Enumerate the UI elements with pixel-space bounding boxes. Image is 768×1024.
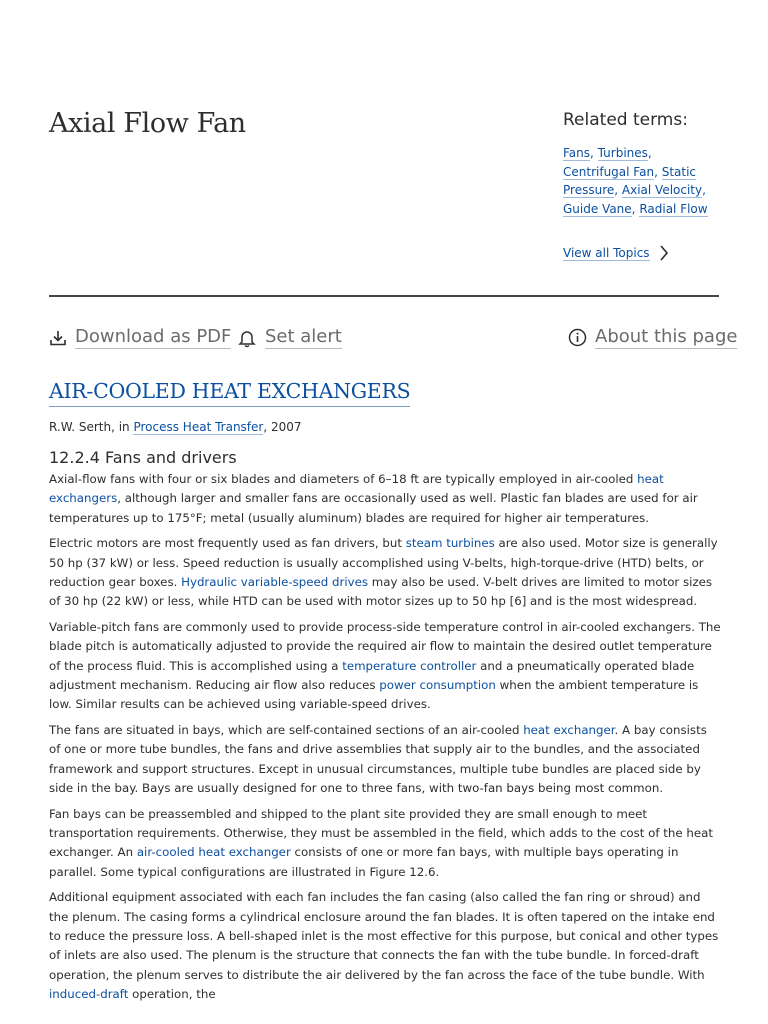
citation-year: , 2007 bbox=[263, 420, 302, 434]
set-alert-button[interactable] bbox=[237, 326, 342, 349]
related-term-link[interactable]: Fans bbox=[563, 146, 591, 160]
inline-term-link[interactable]: induced-draft bbox=[49, 987, 129, 1002]
related-term-link[interactable]: Guide Vane bbox=[563, 201, 632, 216]
inline-term-link[interactable]: Hydraulic variable-speed drives bbox=[181, 575, 369, 590]
chevron-right-icon bbox=[659, 245, 669, 261]
view-all-topics-link[interactable] bbox=[563, 245, 669, 261]
paragraph-text: may also be used. V-belt drives are limited to motor sizes of 30 hp (22 kW) or less, while HTD can be used with motor sizes up to 50 hp [6] and is the most widespread. bbox=[49, 575, 713, 609]
about-page-button[interactable] bbox=[568, 326, 737, 349]
paragraph-text: consists of one or more fan bays, with multiple bays operating in parallel. Some typical configurations are illustrated in Figure 12.6. bbox=[49, 845, 679, 879]
download-icon bbox=[49, 329, 67, 347]
paragraph-text: Axial-flow fans with four or six blades and diameters of 6–18 ft are typically employed in air-cooled bbox=[49, 472, 638, 486]
paragraph-text: Fan bays can be preassembled and shipped to the plant site provided they are small enough to meet transportation requirements. Otherwise, they must be assembled in the field, which adds to the cost of the heat exchanger. An bbox=[49, 806, 713, 860]
section-subheading: 12.2.4 Fans and drivers bbox=[49, 448, 237, 467]
bell-icon bbox=[237, 328, 257, 348]
paragraph-text: , although larger and smaller fans are occasionally used as well. Plastic fan blades are used for air temperatures up to 175°F; metal (usually aluminum) blades are required for higher air temperatures. bbox=[49, 491, 698, 525]
inline-term-link[interactable]: steam turbines bbox=[405, 536, 495, 551]
inline-term-link[interactable]: air-cooled heat exchanger bbox=[136, 845, 291, 860]
paragraph-text: are also used. Motor size is generally 50 hp (37 kW) or less. Speed reduction is usually accomplished using V-belts, high-torque-drive (HTD) belts, or reduction gear boxes. bbox=[49, 536, 718, 590]
related-term-link[interactable]: Axial Velocity bbox=[621, 183, 703, 198]
related-terms-list: Fans, Turbines, Centrifugal Fan, Static Pressure, Axial Velocity, Guide Vane, Radial Flow bbox=[563, 146, 708, 216]
inline-term-link[interactable]: power consumption bbox=[379, 678, 496, 693]
download-pdf-button[interactable] bbox=[49, 326, 231, 349]
paragraph-text: The fans are situated in bays, which are self-contained sections of an air-cooled bbox=[49, 722, 524, 737]
inline-term-link[interactable]: heat exchanger bbox=[523, 722, 615, 737]
info-icon bbox=[568, 328, 587, 347]
section-title-link[interactable]: AIR-COOLED HEAT EXCHANGERS bbox=[49, 376, 410, 407]
paragraph-text: Variable-pitch fans are commonly used to provide process-side temperature control in air-cooled exchangers. The blade pitch is automatically adjusted to provide the required air flow to maintain the desired outlet temperature of the process fluid. This is accomplished using a bbox=[49, 619, 721, 673]
about-page-label: About this page bbox=[595, 326, 738, 347]
paragraph-text: . A bay consists of one or more tube bundles, the fans and drive assemblies that supply air to the bundles, and the associated framework and support structures. Except in unusual circumstances, multiple tube bundles are placed side by side in the bay. Bays are usually designed for one to three fans, with two-fan bays being most common. bbox=[49, 722, 707, 796]
citation bbox=[49, 420, 302, 434]
body-paragraph bbox=[49, 470, 721, 528]
body-paragraph bbox=[49, 534, 721, 612]
paragraph-text: operation, the bbox=[128, 987, 216, 1002]
citation-authors: R.W. Serth, in bbox=[49, 420, 134, 434]
citation-source-link[interactable]: Process Heat Transfer bbox=[133, 420, 264, 434]
body-paragraph bbox=[49, 805, 721, 883]
related-terms-panel bbox=[563, 110, 721, 218]
article-body bbox=[49, 470, 721, 1011]
body-paragraph bbox=[49, 721, 721, 799]
related-term-link[interactable]: Radial Flow bbox=[639, 201, 708, 216]
related-term-link[interactable]: Turbines bbox=[597, 146, 648, 160]
paragraph-text: when the ambient temperature is low. Similar results can be achieved using variable-speed drives. bbox=[49, 678, 699, 712]
view-all-topics-label: View all Topics bbox=[563, 245, 650, 260]
related-terms-heading: Related terms: bbox=[563, 110, 688, 130]
related-term-link[interactable]: Static Pressure bbox=[563, 164, 697, 198]
body-paragraph bbox=[49, 888, 721, 1004]
paragraph-text: Electric motors are most frequently used as fan drivers, but bbox=[49, 536, 406, 551]
download-pdf-label: Download as PDF bbox=[75, 326, 232, 347]
paragraph-text: Additional equipment associated with each fan includes the fan casing (also called the fan ring or shroud) and the plenum. The casing forms a cylindrical enclosure around the fan blades. It is often tapered on the intake end to reduce the pressure loss. A bell-shaped inlet is the most effective for this purpose, but conical and other types of inlets are also used. The plenum is the structure that connects the fan with the tube bundle. In forced-draft operation, the plenum serves to distribute the air delivered by the fan across the face of the tube bundle. With bbox=[49, 890, 719, 982]
inline-term-link[interactable]: temperature controller bbox=[342, 658, 477, 673]
header-divider bbox=[49, 295, 719, 297]
page-title: Axial Flow Fan bbox=[49, 108, 246, 139]
related-term-link[interactable]: Centrifugal Fan bbox=[563, 164, 655, 179]
paragraph-text: and a pneumatically operated blade adjustment mechanism. Reducing air flow also reduces bbox=[49, 658, 695, 693]
set-alert-label: Set alert bbox=[265, 326, 342, 347]
inline-term-link[interactable]: heat exchangers bbox=[49, 472, 664, 506]
body-paragraph bbox=[49, 618, 721, 715]
